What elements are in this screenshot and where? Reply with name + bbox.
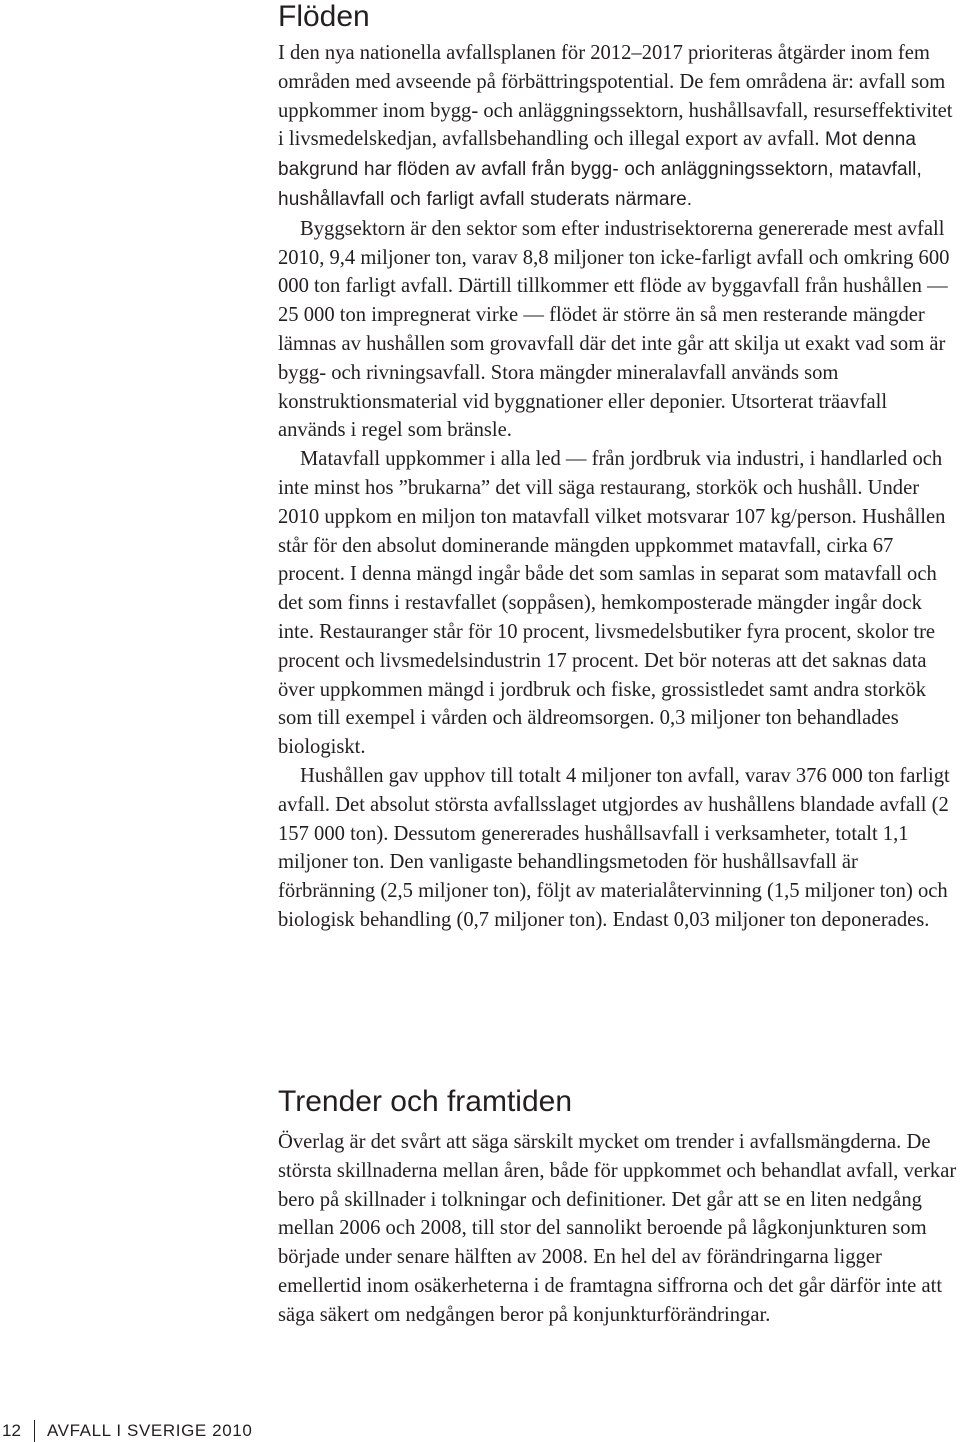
- section-heading-floden: Flöden: [278, 0, 370, 33]
- paragraph-byggsektorn: Byggsektorn är den sektor som efter industrisektorerna genererade mest avfall 2010, 9,4 miljoner ton, varav 8,8 miljoner ton icke-farligt avfall och omkring 600 000 ton farligt avfall. Därtill tillkommer ett flöde av byggavfall från hushållen — 25 000 ton impregnerat virke — flödet är större än så men resterande mängder lämnas av hushållen som grovavfall där det inte går att skilja ut exakt vad som är bygg- och rivningsavfall. Stora mängder mineralavfall används som konstruktionsmaterial vid byggnationer eller deponier. Utsorterat träavfall används i regel som bränsle.: [278, 217, 950, 442]
- section-body-floden: [278, 39, 958, 935]
- paragraph-hushallen: Hushållen gav upphov till totalt 4 miljoner ton avfall, varav 376 000 ton farligt avfall. Det absolut största avfallsslaget utgjordes av hushållens blandade avfall (2 157 000 ton). Dessutom genererades hushållsavfall i verksamheter, totalt 1,1 miljoner ton. Den vanligaste behandlingsmetoden för hushållsavfall är förbränning (2,5 miljoner ton), följt av materialåtervinning (1,5 miljoner ton) och biologisk behandling (0,7 miljoner ton). Endast 0,03 miljoner ton deponerades.: [278, 764, 950, 931]
- section-trender: [278, 1085, 958, 1330]
- footer-divider: [34, 1420, 35, 1442]
- intro-lead-text: I den nya nationella avfallsplanen för 2012–2017 prioriteras åtgärder inom fem områden med avseende på förbättringspotential. De fem områdena är: avfall som uppkommer inom bygg- och anläggningssektorn, hushållsavfall, resurseffektivitet i livsmedelskedjan, avfallsbehandling och illegal export av avfall.: [278, 42, 953, 151]
- page-footer: [0, 1420, 260, 1442]
- publication-title: AVFALL I SVERIGE 2010: [47, 1421, 253, 1440]
- intro-paragraph: [278, 39, 958, 215]
- section-heading-trender: Trender och framtiden: [278, 1085, 573, 1118]
- page-number: 12: [2, 1421, 21, 1440]
- section-body-trender: [278, 1128, 958, 1330]
- section-floden: [278, 0, 958, 935]
- intro-rest-text: Mot denna bakgrund har flöden av avfall från bygg- och anläggningssektorn, matavfall, hushållavfall och farligt avfall studerats närmare.: [278, 129, 922, 210]
- paragraph-matavfall: Matavfall uppkommer i alla led — från jordbruk via industri, i handlarled och inte minst hos ”brukarna” det vill säga restaurang, storkök och hushåll. Under 2010 uppkom en miljon ton matavfall vilket motsvarar 107 kg/person. Hushållen står för den absolut dominerande mängden uppkommet matavfall, cirka 67 procent. I denna mängd ingår både det som samlas in separat som matavfall och det som finns i restavfallet (soppåsen), hemkomposterade mängder ingår dock inte. Restauranger står för 10 procent, livsmedelsbutiker fyra procent, skolor tre procent och livsmedelsindustrin 17 procent. Det bör noteras att det saknas data över uppkommen mängd i jordbruk och fiske, grossistledet samt andra storkök som till exempel i vården och äldreomsorgen. 0,3 miljoner ton behandlades biologiskt.: [278, 448, 946, 759]
- paragraph-trender: Överlag är det svårt att säga särskilt mycket om trender i avfallsmängderna. De största skillnaderna mellan åren, både för uppkommet och behandlat avfall, verkar bero på skillnader i tolkningar och definitioner. Det går att se en liten nedgång mellan 2006 och 2008, till stor del sannolikt beroende på lågkonjunkturen som började under senare hälften av 2008. En hel del av förändringarna ligger emellertid inom osäkerheterna i de framtagna siffrorna och det går därför inte att säga säkert om nedgången beror på konjunkturförändringar.: [278, 1131, 957, 1326]
